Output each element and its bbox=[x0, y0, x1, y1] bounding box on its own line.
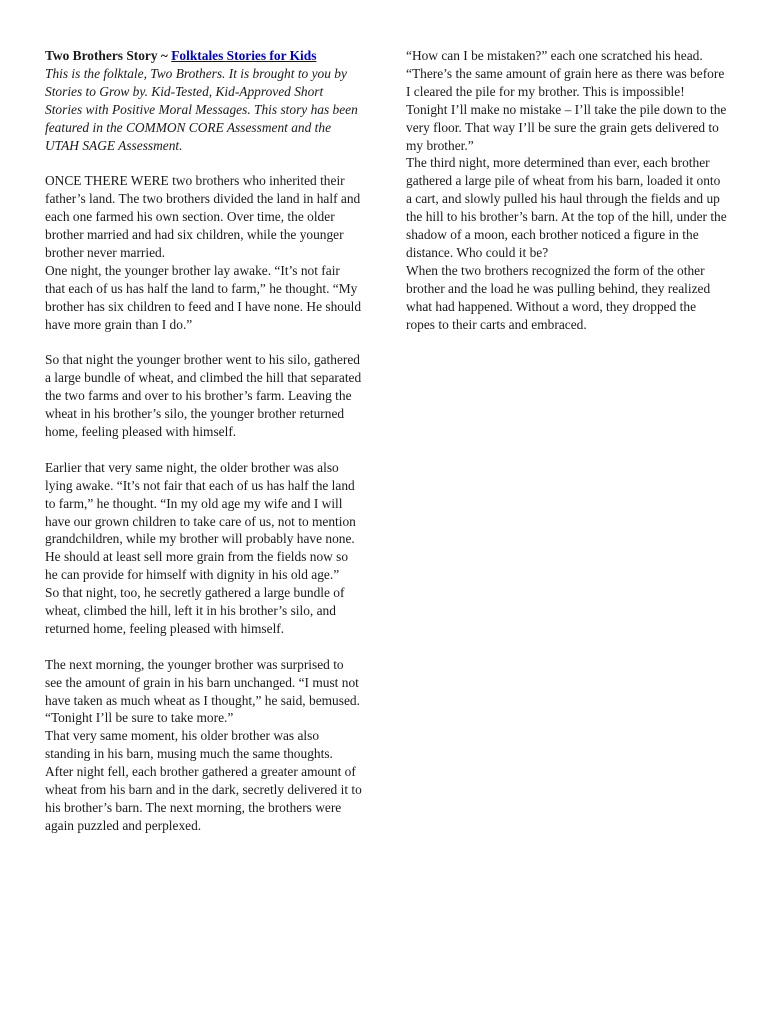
story-paragraph: When the two brothers recognized the form of the other brother and the load he was pulling behind, they realized what had happened. Without a word, they dropped the ropes to their carts and embraced. bbox=[406, 262, 711, 332]
story-paragraph: The third night, more determined than ever, each brother gathered a large pile of wheat from his barn, loaded it onto a cart, and slowly pulled his haul through the fields and up the hill to his brother’s barn. At the top of the hill, under the shadow of a moon, each brother noticed a figure in the distance. Who could it be? bbox=[406, 155, 727, 260]
paragraph-spacer bbox=[45, 154, 363, 172]
story-paragraph: The next morning, the younger brother was surprised to see the amount of grain in his barn unchanged. “I must not have taken as much wheat as I thought,” he said, bemused. “Tonight I’ll be sure to take more.” bbox=[45, 656, 360, 726]
story-paragraph: Earlier that very same night, the older brother was also lying awake. “It’s not fair that each of us has half the land to farm,” he thought. “In my old age my wife and I will have our grown children to take care of us, not to mention grandchildren, while my brother will probably have none. He should at least sell more grain from the fields now so he can provide for himself with dignity in his old age.” bbox=[45, 459, 356, 583]
paragraph-spacer bbox=[45, 441, 363, 459]
right-column bbox=[406, 47, 728, 334]
story-title: Two Brothers Story ~ bbox=[45, 48, 168, 63]
folktales-link[interactable]: Folktales Stories for Kids bbox=[171, 48, 317, 63]
story-heading bbox=[45, 47, 363, 65]
paragraph-spacer bbox=[45, 638, 363, 656]
story-paragraph: After night fell, each brother gathered a greater amount of wheat from his barn and in the dark, secretly delivered it to his brother’s barn. The next morning, the brothers were again puzzled and perplexed. bbox=[45, 764, 362, 833]
story-paragraph: ONCE THERE WERE two brothers who inherited their father’s land. The two brothers divided the land in half and each one farmed his own section. Over time, the older brother married and had six children, while the younger brother never married. bbox=[45, 173, 361, 260]
story-paragraph: So that night, too, he secretly gathered a large bundle of wheat, climbed the hill, left it in his brother’s silo, and returned home, feeling pleased with himself. bbox=[45, 585, 345, 636]
paragraph-spacer bbox=[45, 333, 363, 351]
story-paragraph: One night, the younger brother lay awake. “It’s not fair that each of us has half the land to farm,” he thought. “My brother has six children to feed and I have none. He should have more grain than I do.” bbox=[45, 262, 362, 332]
left-column bbox=[45, 47, 363, 835]
intro-paragraph: This is the folktale, Two Brothers. It is brought to you by Stories to Grow by. Kid-Tested, Kid-Approved Short Stories with Positive Moral Messages. This story has been featured in the COMMON CORE Assessment and the UTAH SAGE Assessment. bbox=[45, 65, 358, 153]
story-paragraph: “How can I be mistaken?” each one scratched his head. “There’s the same amount of grain here as there was before I cleared the pile for my brother. This is impossible! Tonight I’ll make no mistake – I’ll take the pile down to the very floor. That way I’ll be sure the grain gets delivered to my brother.” bbox=[406, 48, 727, 153]
story-paragraph: So that night the younger brother went to his silo, gathered a large bundle of wheat, and climbed the hill that separated the two farms and over to his brother’s farm. Leaving the wheat in his brother’s silo, the younger brother returned home, feeling pleased with himself. bbox=[45, 352, 362, 439]
story-paragraph: That very same moment, his older brother was also standing in his barn, musing much the same thoughts. bbox=[45, 728, 333, 762]
